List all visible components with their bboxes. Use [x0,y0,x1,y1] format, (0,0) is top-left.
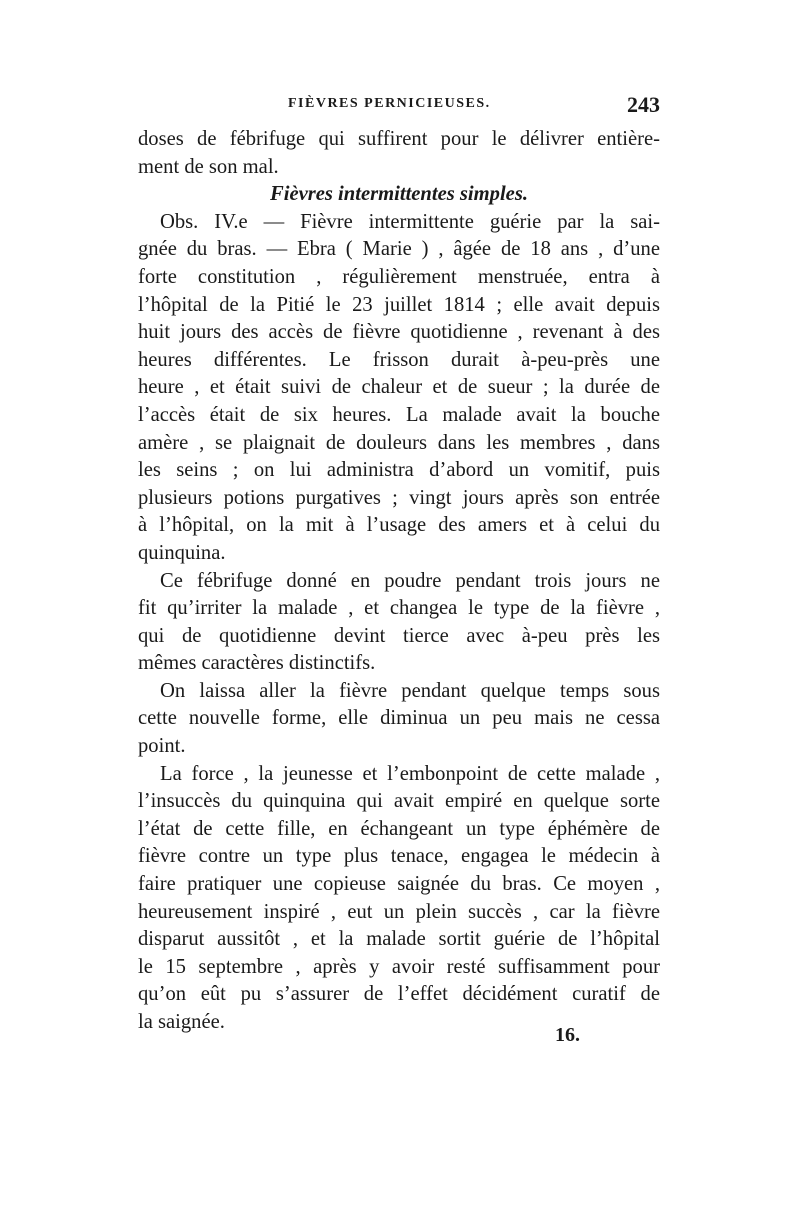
text-line: forte constitution , régulièrement menstruée, entra à [138,265,660,288]
text-line: la saignée. [138,1011,225,1033]
text-line: l’insuccès du quinquina qui avait empiré en quelque sorte [138,790,660,813]
text-line: heure , et était suivi de chaleur et de sueur ; la durée de [138,376,660,399]
text-line: doses de fébrifuge qui suffirent pour le délivrer entière- [138,128,660,150]
text-line: à l’hôpital, on la mit à l’usage des amers et à celui du [138,514,660,537]
text-line: gnée du bras. — Ebra ( Marie ) , âgée de 18 ans , d’une [138,238,660,261]
text-line: Ce fébrifuge donné en poudre pendant trois jours ne [160,569,660,592]
observation-heading-line: Obs. IV.e — Fièvre intermittente guérie par la sai- [160,210,660,233]
text-line: fit qu’irriter la malade , et changea le type de la fièvre , [138,597,660,620]
text-line: On laissa aller la fièvre pendant quelque temps sous [160,679,660,702]
text-line: l’état de cette fille, en échangeant un type éphémère de [138,817,660,840]
text-line: point. [138,735,186,758]
text-line: faire pratiquer une copieuse saignée du bras. Ce moyen , [138,873,660,896]
text-line: disparut aussitôt , et la malade sortit guérie de l’hôpital [138,928,660,951]
text-line: huit jours des accès de fièvre quotidienne , revenant à des [138,321,660,344]
section-heading: Fièvres intermittentes simples. [270,183,528,206]
running-head [138,92,660,116]
text-line: l’accès était de six heures. La malade avait la bouche [138,403,660,426]
text-line: les seins ; on lui administra d’abord un vomitif, puis [138,459,660,482]
running-title: FIÈVRES PERNICIEUSES. [288,96,491,111]
text-line: qui de quotidienne devint tierce avec à-peu près les [138,624,660,647]
text-line: le 15 septembre , après y avoir resté suffisamment pour [138,955,660,978]
text-line: mêmes caractères distinctifs. [138,652,376,675]
text-line: fièvre contre un type plus tenace, engagea le médecin à [138,845,660,868]
page-number: 243 [627,92,660,117]
text-line: l’hôpital de la Pitié le 23 juillet 1814 ; elle avait depuis [138,293,660,316]
signature-mark: 16. [555,1024,580,1046]
text-line: cette nouvelle forme, elle diminua un peu mais ne cessa [138,707,660,730]
text-line: amère , se plaignait de douleurs dans les membres , dans [138,431,660,454]
text-line: heureusement inspiré , eut un plein succès , car la fièvre [138,900,660,923]
body-text [138,126,660,1037]
text-line: quinquina. [138,541,226,564]
text-line: qu’on eût pu s’assurer de l’effet décidément curatif de [138,983,660,1006]
text-line: heures différentes. Le frisson durait à-peu-près une [138,348,660,371]
text-line: plusieurs potions purgatives ; vingt jours après son entrée [138,486,660,509]
text-line: La force , la jeunesse et l’embonpoint de cette malade , [160,762,660,785]
text-line: ment de son mal. [138,155,279,178]
